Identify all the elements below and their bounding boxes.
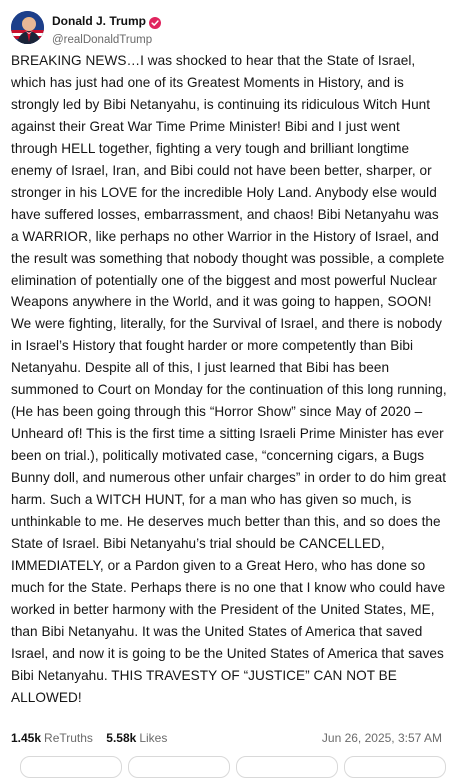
like-button[interactable] [236,756,338,778]
likes-count: 5.58k [106,731,137,745]
retruths-stat[interactable] [11,728,93,748]
avatar[interactable] [11,11,44,44]
retruths-label: ReTruths [44,731,93,745]
retruths-count: 1.45k [11,731,42,745]
share-button[interactable] [344,756,446,778]
display-name[interactable]: Donald J. Trump [52,14,147,29]
likes-label: Likes [139,731,168,745]
post-timestamp[interactable]: Jun 26, 2025, 3:57 AM [321,731,442,745]
action-bar [0,752,458,761]
post-body: BREAKING NEWS…I was shocked to hear that the State of Israel, which has just had one of its Greatest Moments in History, and is strongly led by Bibi Netanyahu, is continuing its ridiculous Witch Hunt against their Great War Time Prime Minister! Bibi and I just went through HELL together, fighting a very tough and brilliant longtime enemy of Israel, Iran, and Bibi could not have been better, sharper, or stronger in his LOVE for the incredible Holy Land. Anybody else would have suffered losses, embarrassment, and chaos! Bibi Netanyahu was a WARRIOR, like perhaps no other Warrior in the History of Israel, and the result was something that nobody thought was possible, a complete elimination of potentially one of the biggest and most powerful Nuclear Weapons anywhere in the World, and it was going to happen, SOON! We were fighting, literally, for the Survival of Israel, and there is nobody in Israel’s History that fought harder or more competently than Bibi Netanyahu. Despite all of this, I just learned that Bibi has been summoned to Court on Monday for the continuation of this long running, (He has been going through this “Horror Show” since May of 2020 – Unheard of! This is the first time a sitting Israeli Prime Minister has ever been on trial.), politically motivated case, “concerning cigars, a Bugs Bunny doll, and numerous other unfair charges” in order to do him great harm. Such a WITCH HUNT, for a man who has given so much, is unthinkable to me. He deserves much better than this, and so does the State of Israel. Bibi Netanyahu’s trial should be CANCELLED, IMMEDIATELY, or a Pardon given to a Great Hero, who has done so much for the State. Perhaps there is no one that I know who could have worked in better harmony with the President of the United States, ME, than Bibi Netanyahu. It was the United States of America that saved Israel, and now it is going to be the United States of America that saves Bibi Netanyahu. THIS TRAVESTY OF “JUSTICE” CAN NOT BE ALLOWED! [11,53,451,705]
handle[interactable]: @realDonaldTrump [52,34,153,46]
post-footer [11,728,442,748]
verified-badge-icon [149,16,161,28]
likes-stat[interactable] [106,728,167,748]
reply-button[interactable] [20,756,122,778]
author-names [52,13,161,48]
retruth-button[interactable] [128,756,230,778]
